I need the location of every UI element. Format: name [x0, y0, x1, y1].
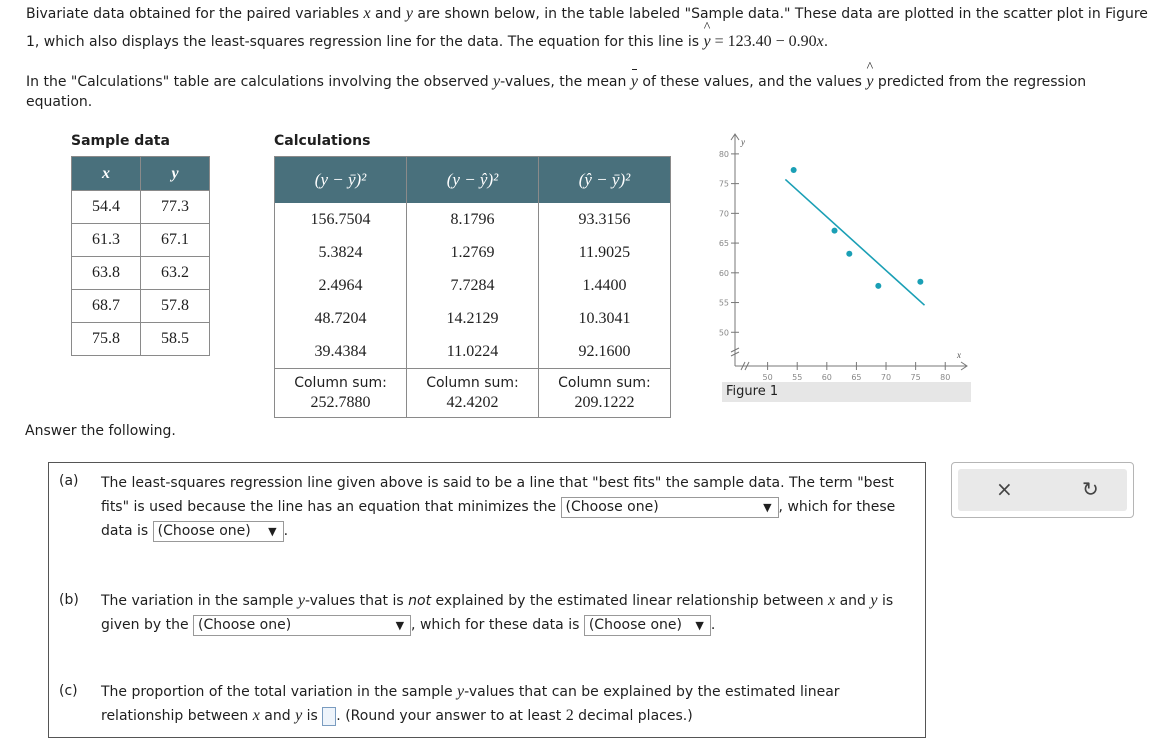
- reset-icon[interactable]: ↻: [1082, 477, 1099, 501]
- chevron-down-icon: ▼: [695, 618, 704, 632]
- table-row: 5.3824 1.2769 11.9025: [275, 236, 671, 269]
- part-c-text: The proportion of the total variation in the sample y-values that can be explained by the estimated linear relationship between x and y is . (Round your answer to at least 2 decimal places.): [101, 683, 840, 724]
- chevron-down-icon: ▼: [268, 524, 277, 538]
- x-tick-label: 50: [762, 373, 773, 382]
- chevron-down-icon: ▼: [763, 500, 772, 514]
- y-tick-label: 50: [718, 328, 729, 338]
- scatter-plot: [705, 128, 980, 382]
- answer-prompt: Answer the following.: [25, 423, 176, 439]
- y-tick-label: 65: [718, 239, 729, 249]
- regression-line: [785, 179, 924, 305]
- table-row: 54.4 77.3: [72, 191, 210, 224]
- x-tick-label: 75: [910, 373, 921, 382]
- part-a-text: The least-squares regression line given above is said to be a line that "best fits" the sample data. The term "best fits" is used because the line has an equation that minimizes the (Choose one) ▼ , which for these data is (Choose one) ▼ .: [101, 471, 911, 543]
- x-tick-label: 80: [940, 373, 951, 382]
- x-tick-label: 55: [792, 373, 803, 382]
- table-row: 2.4964 7.7284 1.4400: [275, 269, 671, 302]
- x-tick-label: 70: [880, 373, 892, 382]
- data-point: [875, 283, 881, 289]
- part-b-select-2[interactable]: (Choose one) ▼: [584, 615, 711, 636]
- table-row: 156.7504 8.1796 93.3156: [275, 203, 671, 236]
- x-tick-label: 65: [851, 373, 862, 382]
- part-a-select-1[interactable]: (Choose one) ▼: [561, 497, 779, 518]
- part-c-answer-input[interactable]: [322, 707, 336, 726]
- part-b-label: (b): [59, 592, 79, 608]
- part-b-select-1[interactable]: (Choose one) ▼: [193, 615, 411, 636]
- data-point: [832, 228, 838, 234]
- sample-data-title: Sample data: [71, 133, 170, 149]
- close-icon[interactable]: ×: [996, 477, 1013, 501]
- x-tick-label: 60: [821, 373, 832, 382]
- chevron-down-icon: ▼: [395, 618, 405, 632]
- calculations-title: Calculations: [274, 133, 371, 149]
- y-tick-label: 70: [718, 209, 729, 219]
- table-row: 39.4384 11.0224 92.1600: [275, 335, 671, 369]
- part-b-text: The variation in the sample y-values that is not explained by the estimated linear relationship between x and y is given by the (Choose one) ▼ , which for these data is (Choose one) ▼ .: [101, 589, 911, 637]
- question-box: [48, 462, 926, 738]
- x-axis-label: x: [957, 350, 961, 360]
- part-c-label: (c): [59, 683, 78, 699]
- y-tick-label: 60: [718, 268, 729, 278]
- answer-tools: [951, 462, 1134, 518]
- table-row: 63.8 63.2: [72, 257, 210, 290]
- regression-equation: ^ y: [703, 28, 710, 56]
- sample-header-y: y: [141, 157, 210, 191]
- calculations-table: [274, 156, 671, 418]
- y-tick-label: 55: [718, 298, 729, 308]
- data-point: [917, 279, 923, 285]
- sample-header-x: x: [72, 157, 141, 191]
- intro-paragraph-2: In the "Calculations" table are calculations involving the observed y-values, the mean y of these values, and the values ^ y predicted from the regression equation.: [26, 72, 1156, 112]
- figure-caption: Figure 1: [722, 382, 971, 402]
- y-tick-label: 75: [718, 179, 729, 189]
- column-sum-row: Column sum: 252.7880 Column sum: 42.4202 Column sum: 209.1222: [275, 369, 671, 418]
- part-a-select-2[interactable]: (Choose one) ▼: [153, 521, 284, 542]
- sample-data-table: [71, 156, 210, 356]
- calc-header-total: (y − ȳ)²: [275, 157, 407, 204]
- y-tick-label: 80: [718, 149, 729, 159]
- table-row: 61.3 67.1: [72, 224, 210, 257]
- table-row: 75.8 58.5: [72, 323, 210, 356]
- data-point: [791, 167, 797, 173]
- table-row: 48.7204 14.2129 10.3041: [275, 302, 671, 335]
- table-row: 68.7 57.8: [72, 290, 210, 323]
- y-axis-label: y: [741, 137, 745, 147]
- intro-paragraph-1: Bivariate data obtained for the paired variables x and y are shown below, in the table labeled "Sample data." These data are plotted in the scatter plot in Figure 1, which also displays the least-squares regression line for the data. The equation for this line is ^ y = 123.40 − 0.90x.: [26, 0, 1156, 56]
- part-a-label: (a): [59, 473, 79, 489]
- calc-header-regression: (ŷ − ȳ)²: [538, 157, 670, 204]
- data-point: [846, 251, 852, 257]
- calc-header-residual: (y − ŷ)²: [407, 157, 539, 204]
